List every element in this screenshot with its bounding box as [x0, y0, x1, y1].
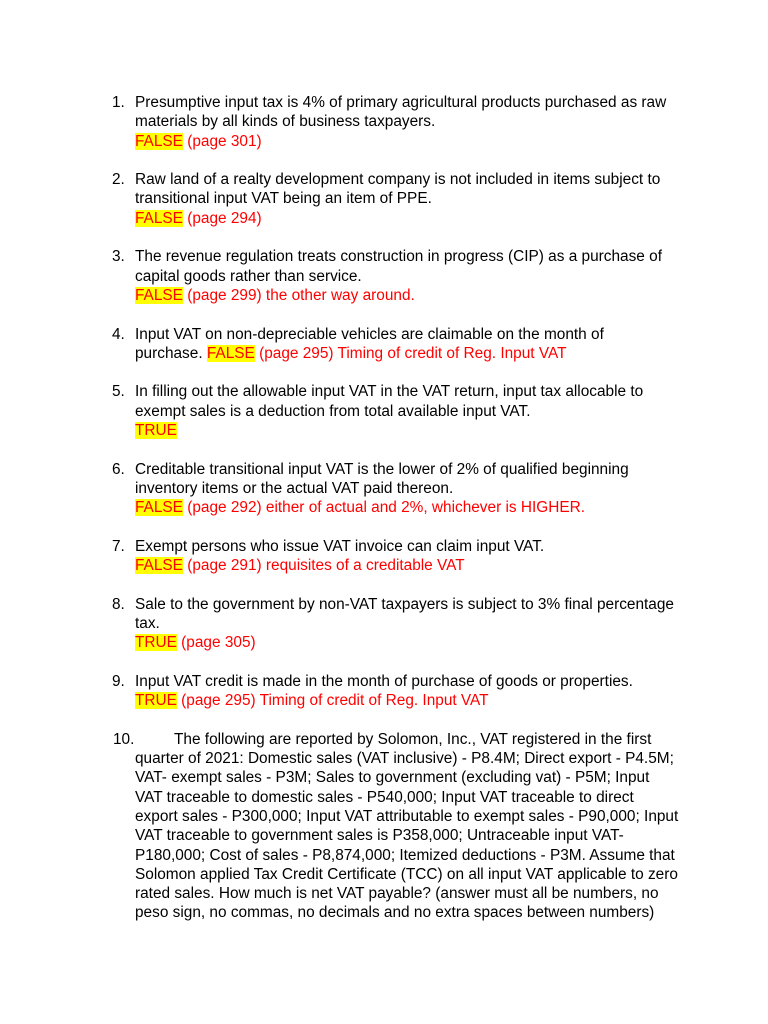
answer-note: (page 295) Timing of credit of Reg. Input VAT	[176, 692, 489, 710]
question-text: Input VAT on non-depreciable vehicles are claimable on the month of purchase.	[135, 325, 604, 362]
list-item	[0, 247, 675, 305]
answer-highlight: FALSE	[135, 132, 183, 150]
answer-highlight: FALSE	[135, 499, 183, 517]
question-text: Sale to the government by non-VAT taxpayers is subject to 3% final percentage tax.	[135, 595, 674, 633]
list-item	[0, 595, 675, 653]
item-number: 9.	[112, 672, 125, 690]
answer-highlight: FALSE	[135, 557, 183, 575]
answer-highlight: TRUE	[135, 634, 177, 652]
question-text: Presumptive input tax is 4% of primary agricultural products purchased as raw materials by all kinds of business taxpayers.	[135, 94, 667, 131]
list-item	[0, 382, 675, 440]
answer-note: (page 295) Timing of credit of Reg. Input VAT	[254, 344, 567, 362]
answer-highlight: FALSE	[206, 344, 255, 362]
question-text: Input VAT credit is made in the month of purchase of goods or properties.	[135, 672, 633, 690]
answer-note: (page 292) either of actual and 2%, whichever is HIGHER.	[182, 499, 585, 517]
question-list	[0, 93, 768, 942]
answer-highlight: FALSE	[135, 286, 183, 304]
list-item	[0, 325, 675, 364]
answer-note: (page 301)	[182, 132, 262, 150]
list-item	[0, 93, 675, 151]
question-text: Exempt persons who issue VAT invoice can claim input VAT.	[135, 537, 545, 555]
question-text: Creditable transitional input VAT is the lower of 2% of qualified beginning inventory items or the actual VAT paid thereon.	[135, 460, 629, 497]
list-item	[0, 537, 675, 576]
item-number: 6.	[112, 460, 125, 478]
question-text: The revenue regulation treats construction in progress (CIP) as a purchase of capital goods rather than service.	[135, 248, 662, 285]
item-number: 1.	[112, 94, 125, 111]
question-text: The following are reported by Solomon, Inc., VAT registered in the first quarter of 2021: Domestic sales (VAT inclusive) - P8.4M; Direct export - P4.5M; VAT- exempt sales - P3M; Sales to government (excluding vat) - P5M; Input VAT traceable to domestic sales - P540,000; Input VAT traceable to direct export sales - P300,000; Input VAT attributable to exempt sales - P90,000; Input VAT traceable to government sales is P358,000; Untraceable input VAT-P180,000; Cost of sales - P8,874,000; Itemized deductions - P3M. Assume that Solomon applied Tax Credit Certificate (TCC) on all input VAT applicable to zero rated sales. How much is net VAT payable? (answer must all be numbers, no peso sign, no commas, no decimals and no extra spaces between numbers)	[135, 730, 679, 922]
item-number: 10.	[113, 730, 135, 748]
list-item	[0, 170, 675, 228]
item-number: 7.	[112, 537, 125, 555]
list-item	[0, 460, 675, 518]
item-number: 8.	[112, 595, 125, 613]
answer-note: (page 299) the other way around.	[182, 286, 415, 304]
answer-highlight: FALSE	[135, 209, 183, 227]
list-item	[0, 672, 675, 711]
answer-note: (page 294)	[182, 209, 262, 227]
answer-note: (page 305)	[176, 634, 256, 652]
question-text: In filling out the allowable input VAT in the VAT return, input tax allocable to exempt sales is a deduction from total available input VAT.	[135, 383, 644, 420]
question-text: Raw land of a realty development company is not included in items subject to transitional input VAT being an item of PPE.	[135, 171, 661, 208]
answer-highlight: TRUE	[135, 692, 177, 710]
item-number: 4.	[112, 325, 125, 343]
item-number: 2.	[112, 171, 125, 189]
item-number: 3.	[112, 248, 125, 266]
item-number: 5.	[112, 383, 125, 401]
list-item	[0, 730, 680, 923]
answer-highlight: TRUE	[135, 422, 177, 440]
answer-note: (page 291) requisites of a creditable VAT	[182, 557, 465, 575]
